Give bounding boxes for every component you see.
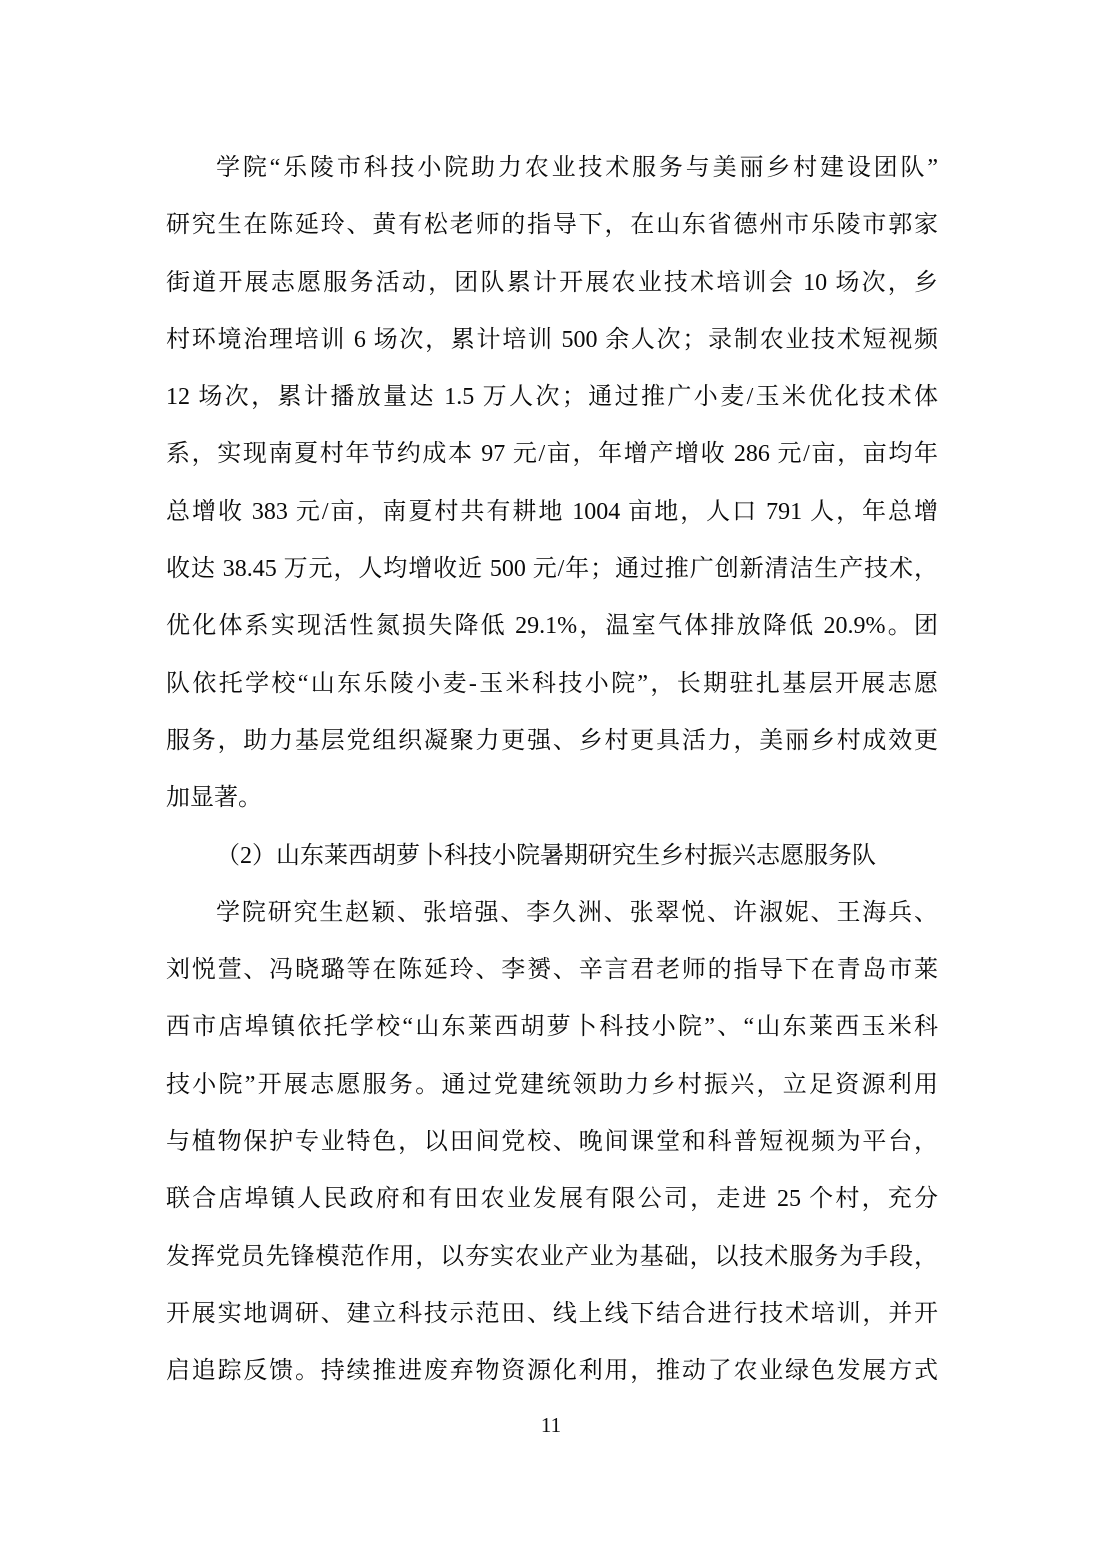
text-line: 12 场次，累计播放量达 1.5 万人次；通过推广小麦/玉米优化技术体 (166, 384, 938, 411)
text-line: 刘悦萱、冯晓璐等在陈延玲、李赟、辛言君老师的指导下在青岛市莱 (166, 957, 938, 984)
text-line: 开展实地调研、建立科技示范田、线上线下结合进行技术培训，并开 (166, 1300, 938, 1327)
text-line: 总增收 383 元/亩，南夏村共有耕地 1004 亩地，人口 791 人，年总增 (166, 498, 938, 525)
text-line: 启追踪反馈。持续推进废弃物资源化利用，推动了农业绿色发展方式 (166, 1358, 938, 1385)
text-line: 发挥党员先锋模范作用，以夯实农业产业为基础，以技术服务为手段， (166, 1243, 938, 1270)
document-body (166, 140, 938, 1401)
text-line: 联合店埠镇人民政府和有田农业发展有限公司，走进 25 个村，充分 (166, 1186, 938, 1213)
text-line: 收达 38.45 万元，人均增收近 500 元/年；通过推广创新清洁生产技术， (166, 556, 938, 583)
text-line: 学院“乐陵市科技小院助力农业技术服务与美丽乡村建设团队” (216, 155, 938, 181)
subsection-heading: （2）山东莱西胡萝卜科技小院暑期研究生乡村振兴志愿服务队 (216, 842, 876, 869)
text-line: 优化体系实现活性氮损失降低 29.1%，温室气体排放降低 20.9%。团 (166, 613, 938, 640)
text-line: 村环境治理培训 6 场次，累计培训 500 余人次；录制农业技术短视频 (166, 326, 938, 353)
text-line: 研究生在陈延玲、黄有松老师的指导下，在山东省德州市乐陵市郭家 (166, 212, 938, 239)
text-line: 技小院”开展志愿服务。通过党建统领助力乡村振兴，立足资源利用 (166, 1071, 938, 1098)
text-line: 街道开展志愿服务活动，团队累计开展农业技术培训会 10 场次，乡 (166, 269, 938, 296)
text-line: 加显著。 (166, 785, 262, 812)
page-number: 11 (540, 1413, 562, 1437)
text-line: 与植物保护专业特色，以田间党校、晚间课堂和科普短视频为平台， (166, 1129, 938, 1156)
text-line: 西市店埠镇依托学校“山东莱西胡萝卜科技小院”、“山东莱西玉米科 (166, 1014, 938, 1041)
text-line: 服务，助力基层党组织凝聚力更强、乡村更具活力，美丽乡村成效更 (166, 727, 938, 754)
text-line: 学院研究生赵颖、张培强、李久洲、张翠悦、许淑妮、王海兵、 (216, 899, 938, 926)
text-line: 队依托学校“山东乐陵小麦-玉米科技小院”，长期驻扎基层开展志愿 (166, 670, 938, 697)
text-line: 系，实现南夏村年节约成本 97 元/亩，年增产增收 286 元/亩，亩均年 (166, 441, 938, 468)
